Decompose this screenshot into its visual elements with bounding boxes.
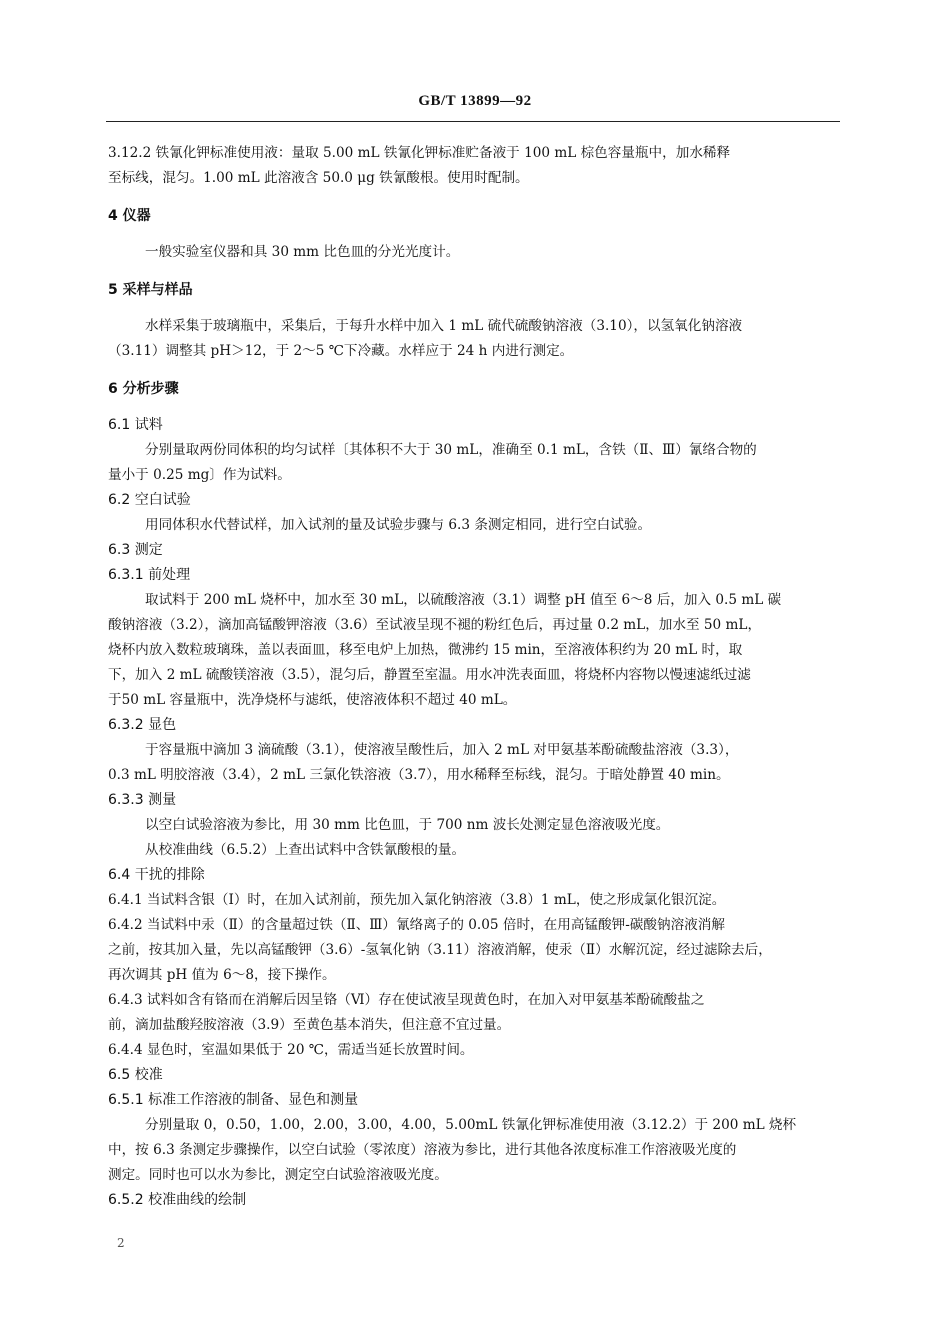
subheading-6-5-1: 6.5.1 标准工作溶液的制备、显色和测量: [108, 1092, 359, 1108]
para-6-4-2-line-1: 6.4.2 当试料中汞（Ⅱ）的含量超过铁（Ⅱ、Ⅲ）氰络离子的 0.05 倍时，在用高锰酸钾-碳酸钠溶液消解: [108, 917, 725, 933]
para-5-line-2: （3.11）调整其 pH＞12，于 2～5 ℃下冷藏。水样应于 24 h 内进行测定。: [108, 343, 574, 359]
para-6-3-1-line-5: 于50 mL 容量瓶中，洗净烧杯与滤纸，使溶液体积不超过 40 mL。: [108, 692, 517, 708]
para-6-4-4-line-1: 6.4.4 显色时，室温如果低于 20 ℃，需适当延长放置时间。: [108, 1042, 474, 1058]
header-rule: [106, 121, 840, 122]
para-6-3-3-line-1: 以空白试验溶液为参比，用 30 mm 比色皿，于 700 nm 波长处测定显色溶液吸光度。: [145, 817, 670, 833]
para-6-4-2-line-2: 之前，按其加入量，先以高锰酸钾（3.6）-氢氧化钠（3.11）溶液消解，使汞（Ⅱ）水解沉淀，经过滤除去后，: [108, 942, 772, 958]
subheading-6-3-1: 6.3.1 前处理: [108, 567, 191, 583]
para-6-1-line-2: 量小于 0.25 mg〕作为试料。: [108, 467, 291, 483]
subheading-6-2: 6.2 空白试验: [108, 492, 191, 508]
standard-code-header: GB/T 13899—92: [418, 93, 532, 109]
para-6-4-3-line-2: 前，滴加盐酸羟胺溶液（3.9）至黄色基本消失，但注意不宜过量。: [108, 1017, 511, 1033]
para-6-4-3-line-1: 6.4.3 试料如含有铬而在消解后因呈铬（Ⅵ）存在使试液呈现黄色时，在加入对甲氨基苯酚硫酸盐之: [108, 992, 705, 1008]
para-6-3-1-line-4: 下，加入 2 mL 硫酸镁溶液（3.5），混匀后，静置至室温。用水冲洗表面皿，将烧杯内容物以慢速滤纸过滤: [108, 667, 751, 683]
para-6-5-1-line-3: 测定。同时也可以水为参比，测定空白试验溶液吸光度。: [108, 1167, 448, 1183]
page-number: 2: [117, 1236, 125, 1250]
para-6-3-1-line-3: 烧杯内放入数粒玻璃珠，盖以表面皿，移至电炉上加热，微沸约 15 min，至溶液体积约为 20 mL 时，取: [108, 642, 743, 658]
para-6-4-1-line-1: 6.4.1 当试料含银（Ⅰ）时，在加入试剂前，预先加入氯化钠溶液（3.8）1 mL，使之形成氯化银沉淀。: [108, 892, 726, 908]
section-heading-5: 5 采样与样品: [108, 282, 193, 298]
para-6-3-2-line-2: 0.3 mL 明胶溶液（3.4），2 mL 三氯化铁溶液（3.7），用水稀释至标线，混匀。于暗处静置 40 min。: [108, 767, 730, 783]
para-6-3-2-line-1: 于容量瓶中滴加 3 滴硫酸（3.1），使溶液呈酸性后，加入 2 mL 对甲氨基苯酚硫酸盐溶液（3.3），: [145, 742, 739, 758]
para-3-12-2-line-1: 3.12.2 铁氰化钾标准使用液：量取 5.00 mL 铁氰化钾标准贮备液于 100 mL 棕色容量瓶中，加水稀释: [108, 145, 731, 161]
para-6-5-1-line-2: 中，按 6.3 条测定步骤操作，以空白试验（零浓度）溶液为参比，进行其他各浓度标准工作溶液吸光度的: [108, 1142, 737, 1158]
para-6-3-3-line-2: 从校准曲线（6.5.2）上查出试料中含铁氰酸根的量。: [145, 842, 466, 858]
subheading-6-3-3: 6.3.3 测量: [108, 792, 177, 808]
subheading-6-5-2: 6.5.2 校准曲线的绘制: [108, 1192, 247, 1208]
section-heading-6: 6 分析步骤: [108, 381, 179, 397]
para-5-line-1: 水样采集于玻璃瓶中，采集后，于每升水样中加入 1 mL 硫代硫酸钠溶液（3.10），以氢氧化钠溶液: [145, 318, 743, 334]
para-6-4-2-line-3: 再次调其 pH 值为 6～8，接下操作。: [108, 967, 336, 983]
subheading-6-3: 6.3 测定: [108, 542, 163, 558]
subheading-6-1: 6.1 试料: [108, 417, 163, 433]
para-6-3-1-line-1: 取试料于 200 mL 烧杯中，加水至 30 mL，以硫酸溶液（3.1）调整 pH 值至 6～8 后，加入 0.5 mL 碳: [145, 592, 782, 608]
subheading-6-5: 6.5 校准: [108, 1067, 163, 1083]
para-6-5-1-line-1: 分别量取 0，0.50，1.00，2.00，3.00，4.00，5.00mL 铁氰化钾标准使用液（3.12.2）于 200 mL 烧杯: [145, 1117, 797, 1133]
para-6-2-line-1: 用同体积水代替试样，加入试剂的量及试验步骤与 6.3 条测定相同，进行空白试验。: [145, 517, 652, 533]
subheading-6-4: 6.4 干扰的排除: [108, 867, 205, 883]
subheading-6-3-2: 6.3.2 显色: [108, 717, 177, 733]
para-4-line-1: 一般实验室仪器和具 30 mm 比色皿的分光光度计。: [145, 244, 460, 260]
para-3-12-2-line-2: 至标线，混匀。1.00 mL 此溶液含 50.0 μg 铁氰酸根。使用时配制。: [108, 170, 529, 186]
para-6-3-1-line-2: 酸钠溶液（3.2），滴加高锰酸钾溶液（3.6）至试液呈现不褪的粉红色后，再过量 0.2 mL，加水至 50 mL，: [108, 617, 762, 633]
section-heading-4: 4 仪器: [108, 208, 151, 224]
para-6-1-line-1: 分别量取两份同体积的均匀试样〔其体积不大于 30 mL，准确至 0.1 mL，含铁（Ⅱ、Ⅲ）氰络合物的: [145, 442, 757, 458]
